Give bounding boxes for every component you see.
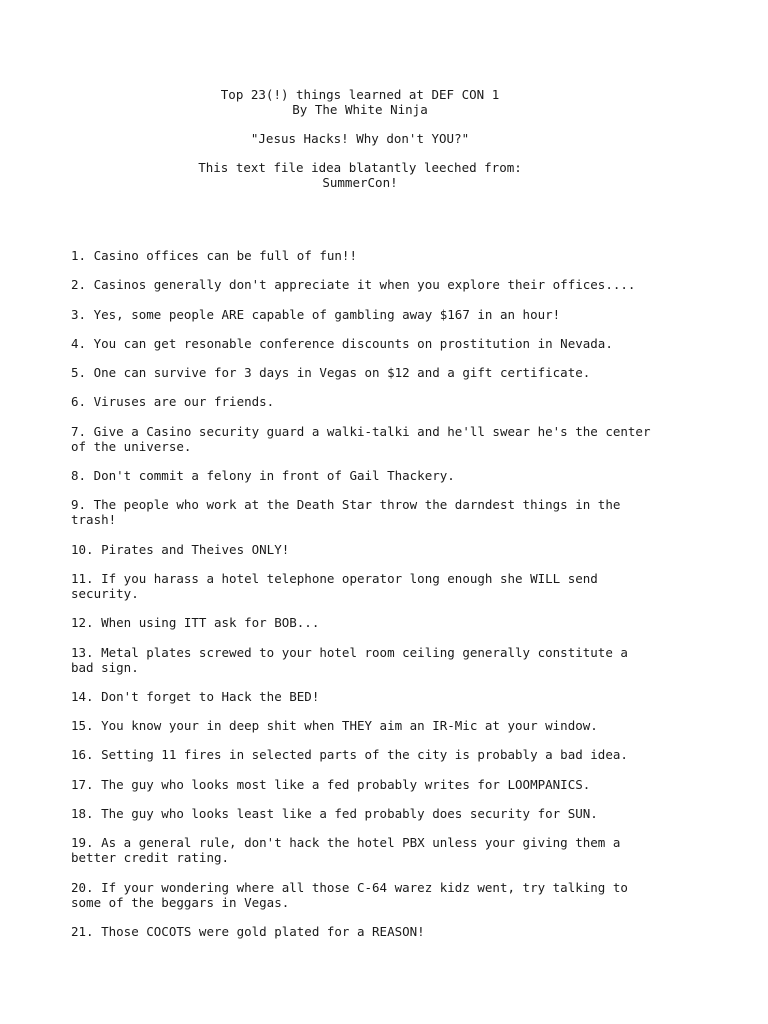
list-item: 21. Those COCOTS were gold plated for a REASON! — [71, 923, 425, 939]
list-item: 3. Yes, some people ARE capable of gambling away $167 in an hour! — [71, 306, 561, 322]
credit-line: This text file idea blatantly leeched from: — [198, 160, 522, 175]
list-item: 20. If your wondering where all those C-64 warez kidz went, try talking to some of the beggars in Vegas. — [71, 879, 628, 910]
list-item: 8. Don't commit a felony in front of Gail Thackery. — [71, 468, 455, 484]
list-item: 18. The guy who looks least like a fed probably does security for SUN. — [71, 806, 598, 822]
list-item: 13. Metal plates screwed to your hotel room ceiling generally constitute a bad sign. — [71, 644, 628, 675]
document-title: Top 23(!) things learned at DEF CON 1 — [220, 87, 500, 102]
list-item: 11. If you harass a hotel telephone operator long enough she WILL send security. — [71, 570, 598, 601]
list-item: 14. Don't forget to Hack the BED! — [71, 688, 320, 704]
list-item: 1. Casino offices can be full of fun!! — [71, 248, 357, 263]
list-item: 12. When using ITT ask for BOB... — [71, 615, 320, 631]
list-item: 9. The people who work at the Death Star throw the darndest things in the trash! — [71, 497, 621, 528]
credit-source: SummerCon! — [322, 175, 398, 190]
document-header — [0, 87, 720, 190]
list-item: 17. The guy who looks most like a fed probably writes for LOOMPANICS. — [71, 776, 591, 792]
list-item: 19. As a general rule, don't hack the hotel PBX unless your giving them a better credit rating. — [71, 835, 621, 866]
document-quote: "Jesus Hacks! Why don't YOU?" — [250, 131, 470, 146]
document-byline: By The White Ninja — [292, 102, 428, 117]
list-item: 2. Casinos generally don't appreciate it when you explore their offices.... — [71, 277, 636, 293]
list-item: 4. You can get resonable conference discounts on prostitution in Nevada. — [71, 335, 613, 351]
list-item: 16. Setting 11 fires in selected parts of the city is probably a bad idea. — [71, 747, 628, 763]
list-item: 15. You know your in deep shit when THEY aim an IR-Mic at your window. — [71, 718, 598, 734]
list-item: 10. Pirates and Theives ONLY! — [71, 541, 290, 557]
list-item: 7. Give a Casino security guard a walki-talki and he'll swear he's the center of the universe. — [71, 423, 651, 454]
list-item: 6. Viruses are our friends. — [71, 394, 275, 410]
numbered-list — [71, 248, 671, 953]
list-item: 5. One can survive for 3 days in Vegas on $12 and a gift certificate. — [71, 365, 591, 381]
